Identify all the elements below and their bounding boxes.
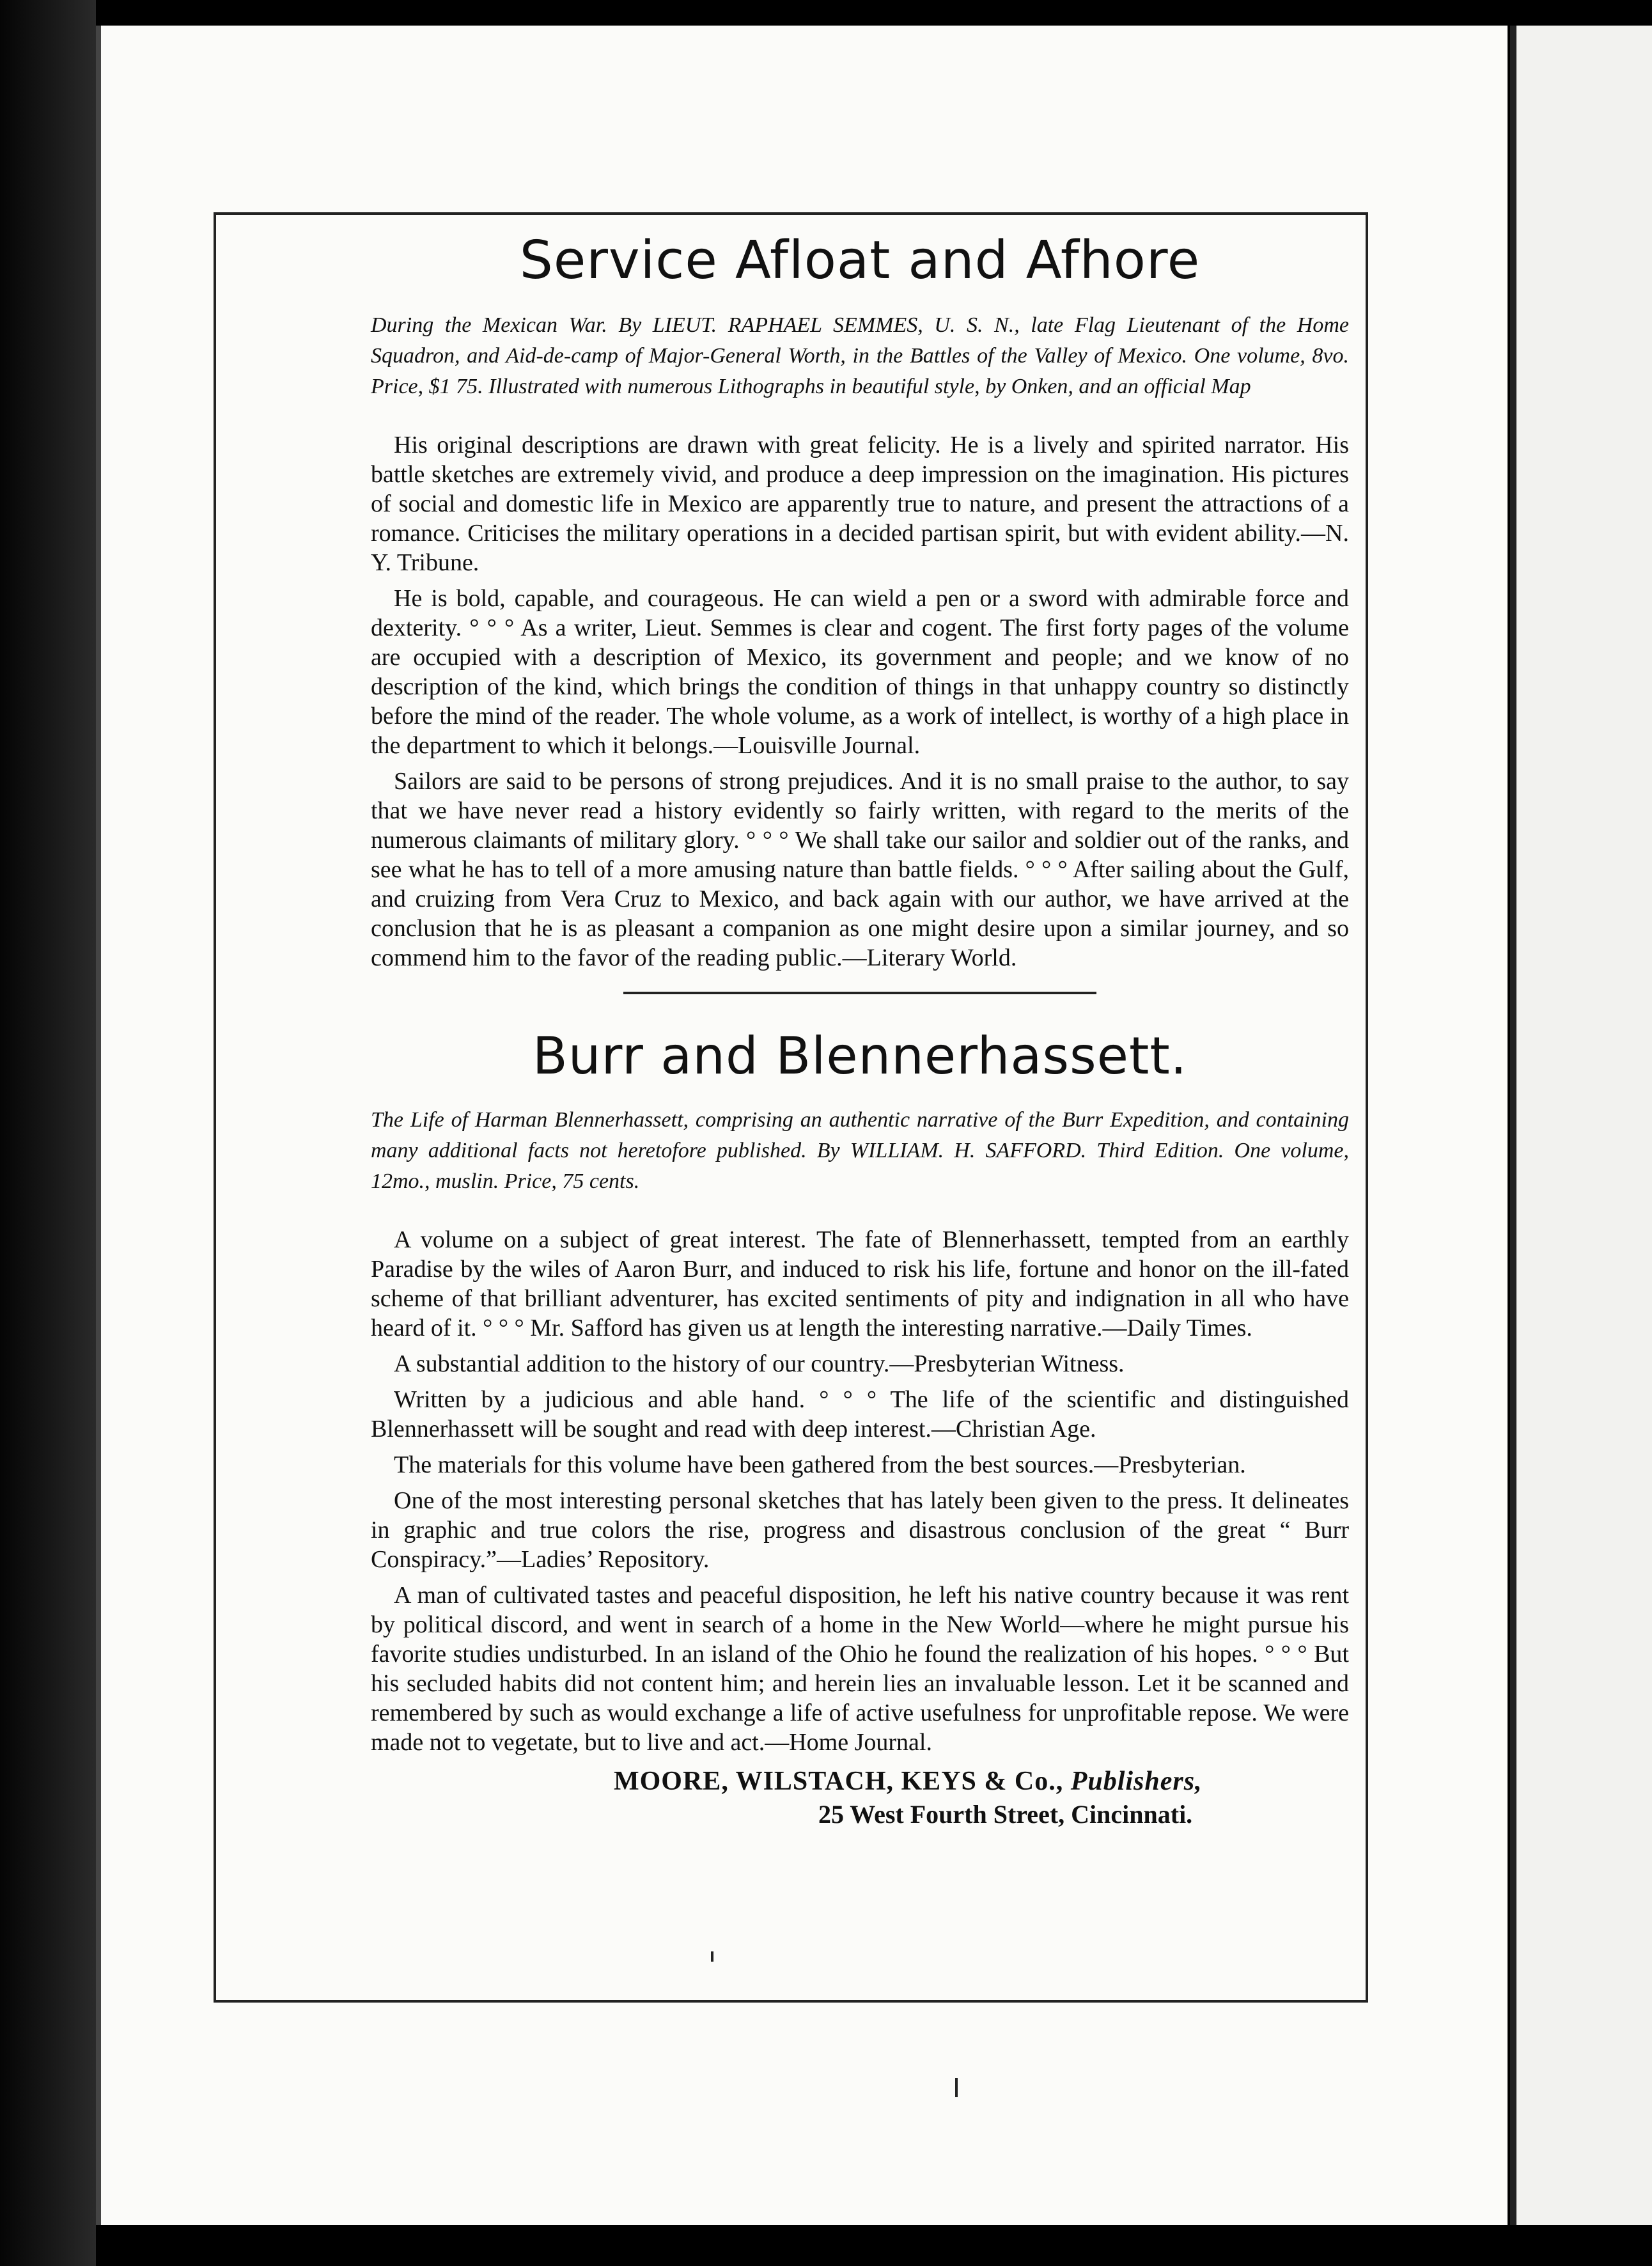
- ad2-review-3: Written by a judicious and able hand. ° ° ° The life of the scientific and distinguished Blennerhassett will be sought and read with deep interest.—Christian Age.: [371, 1386, 1349, 1442]
- publisher-role: Publishers,: [1070, 1767, 1203, 1796]
- ad2-review-4: The materials for this volume have been gathered from the best sources.—Presbyterian.: [394, 1451, 1246, 1478]
- scan-mark: [711, 1951, 713, 1962]
- advertisement-content: [371, 230, 1349, 1829]
- ad2-review-5: One of the most interesting personal sketches that has lately been given to the press. It delineates in graphic and true colors the rise, progress and disastrous conclusion of the great “ Burr Conspiracy.”—Ladies’ Repository.: [371, 1487, 1349, 1573]
- ad1-title: Service Afloat and Afhore: [519, 230, 1201, 291]
- section-divider: [623, 992, 1096, 994]
- publisher-address: 25 West Fourth Street, Cincinnati.: [818, 1800, 1193, 1829]
- publisher-line: [371, 1766, 1349, 1797]
- ad1-review-1: His original descriptions are drawn with great felicity. He is a lively and spirited narrator. His battle sketches are extremely vivid, and produce a deep impression on the imagination. His pictures of social and domestic life in Mexico are apparently true to nature, and present the attractions of a romance. Criticises the military operations in a decided partisan spirit, but with evident ability.—N. Y. Tribune.: [371, 432, 1349, 576]
- ad1-review-2: He is bold, capable, and courageous. He can wield a pen or a sword with admirable force and dexterity. ° ° ° As a writer, Lieut. Semmes is clear and cogent. The first forty pages of the volume are occupied with a description of Mexico, its government and people; and we know of no description of the kind, which brings the condition of things in that unhappy country so distinctly before the mind of the reader. The whole volume, as a work of intellect, is worthy of a high place in the department to which it belongs.—Louisville Journal.: [371, 585, 1349, 759]
- adjacent-page-edge: [1510, 26, 1652, 2225]
- scan-mark: [955, 2078, 958, 2097]
- ad1-review-3: Sailors are said to be persons of strong prejudices. And it is no small praise to the author, to say that we have never read a history evidently so fairly written, with regard to the merits of the numerous claimants of military glory. ° ° ° We shall take our sailor and soldier out of the ranks, and see what he has to tell of a more amusing nature than battle fields. ° ° ° After sailing about the Gulf, and cruizing from Vera Cruz to Mexico, and back again with our author, we have arrived at the conclusion that he is as pleasant a companion as one might desire upon a similar journey, and so commend him to the favor of the reading public.—Literary World.: [371, 768, 1349, 971]
- ad1-subtitle: During the Mexican War. By LIEUT. RAPHAEL SEMMES, U. S. N., late Flag Lieutenant of the Home Squadron, and Aid-de-camp of Major-General Worth, in the Battles of the Valley of Mexico. One volume, 8vo. Price, $1 75. Illustrated with numerous Lithographs in beautiful style, by Onken, and an official Map: [371, 313, 1349, 398]
- ad2-subtitle: The Life of Harman Blennerhassett, comprising an authentic narrative of the Burr Expedition, and containing many additional facts not heretofore published. By WILLIAM. H. SAFFORD. Third Edition. One volume, 12mo., muslin. Price, 75 cents.: [371, 1108, 1349, 1193]
- ad2-title: Burr and Blennerhassett.: [532, 1026, 1188, 1086]
- ad2-review-2: A substantial addition to the history of our country.—Presbyterian Witness.: [394, 1350, 1125, 1377]
- ad2-review-1: A volume on a subject of great interest. The fate of Blennerhassett, tempted from an earthly Paradise by the wiles of Aaron Burr, and induced to risk his life, fortune and honor on the ill-fated scheme of that brilliant adventurer, has excited sentiments of pity and indignation in all who have heard of it. ° ° ° Mr. Safford has given us at length the interesting narrative.—Daily Times.: [371, 1226, 1349, 1341]
- ad2-review-6: A man of cultivated tastes and peaceful disposition, he left his native country because it was rent by political discord, and went in search of a home in the New World—where he might pursue his favorite studies undisturbed. In an island of the Ohio he found the realization of his hopes. ° ° ° But his secluded habits did not content him; and herein lies an invaluable lesson. Let it be scanned and remembered by such as would exchange a life of active usefulness for unprofitable repose. We were made not to vegetate, but to live and act.—Home Journal.: [371, 1582, 1349, 1756]
- scan-dark-margin: [0, 0, 96, 2266]
- publisher-name: MOORE, WILSTACH, KEYS & Co.,: [614, 1767, 1064, 1796]
